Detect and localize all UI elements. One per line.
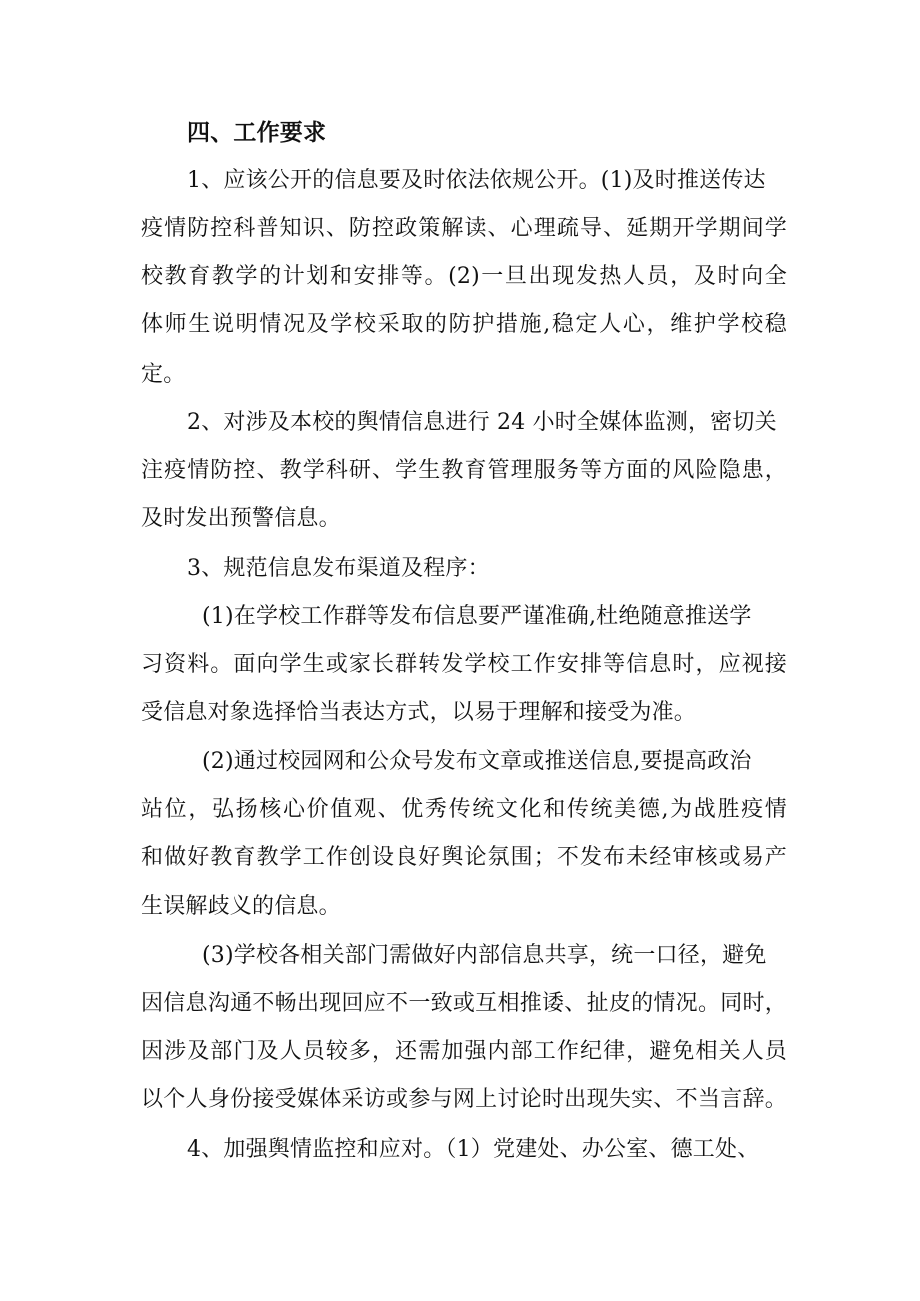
paragraph-line: 注疫情防控、教学科研、学生教育管理服务等方面的风险隐患， — [141, 458, 787, 483]
paragraph-line: 4、加强舆情监控和应对。（1）党建处、办公室、德工处、 — [187, 1137, 760, 1162]
paragraph-line: 习资料。面向学生或家长群转发学校工作安排等信息时，应视接 — [141, 652, 787, 677]
paragraph-line: 因信息沟通不畅出现回应不一致或互相推诿、扯皮的情况。同时， — [141, 991, 787, 1016]
paragraph-line: 定。 — [141, 362, 186, 387]
paragraph-line: (1)在学校工作群等发布信息要严谨准确,杜绝随意推送学 — [202, 604, 752, 629]
paragraph-line: 和做好教育教学工作创设良好舆论氛围；不发布未经审核或易产 — [141, 845, 787, 870]
paragraph-line: 校教育教学的计划和安排等。(2)一旦出现发热人员，及时向全 — [141, 264, 787, 289]
paragraph-line: (2)通过校园网和公众号发布文章或推送信息,要提高政治 — [202, 749, 752, 774]
paragraph-line: 3、规范信息发布渠道及程序： — [187, 556, 490, 581]
paragraph-line: 站位，弘扬核心价值观、优秀传统文化和传统美德,为战胜疫情 — [141, 797, 787, 822]
paragraph-line: 生误解歧义的信息。 — [141, 894, 341, 919]
paragraph-line: 受信息对象选择恰当表达方式，以易于理解和接受为准。 — [141, 700, 697, 725]
paragraph-line: (3)学校各相关部门需做好内部信息共享，统一口径，避免 — [202, 943, 767, 968]
section-heading: 四、工作要求 — [187, 120, 327, 146]
paragraph-line: 因涉及部门及人员较多，还需加强内部工作纪律，避免相关人员 — [141, 1039, 787, 1064]
paragraph-line: 疫情防控科普知识、防控政策解读、心理疏导、延期开学期间学 — [141, 216, 787, 241]
paragraph-line: 1、应该公开的信息要及时依法依规公开。(1)及时推送传达 — [187, 168, 766, 193]
paragraph-line: 及时发出预警信息。 — [141, 506, 341, 531]
paragraph-line: 体师生说明情况及学校采取的防护措施,稳定人心，维护学校稳 — [141, 312, 787, 337]
paragraph-line: 以个人身份接受媒体采访或参与网上讨论时出现失实、不当言辞。 — [141, 1087, 787, 1112]
paragraph-line: 2、对涉及本校的舆情信息进行 24 小时全媒体监测，密切关 — [187, 410, 777, 435]
